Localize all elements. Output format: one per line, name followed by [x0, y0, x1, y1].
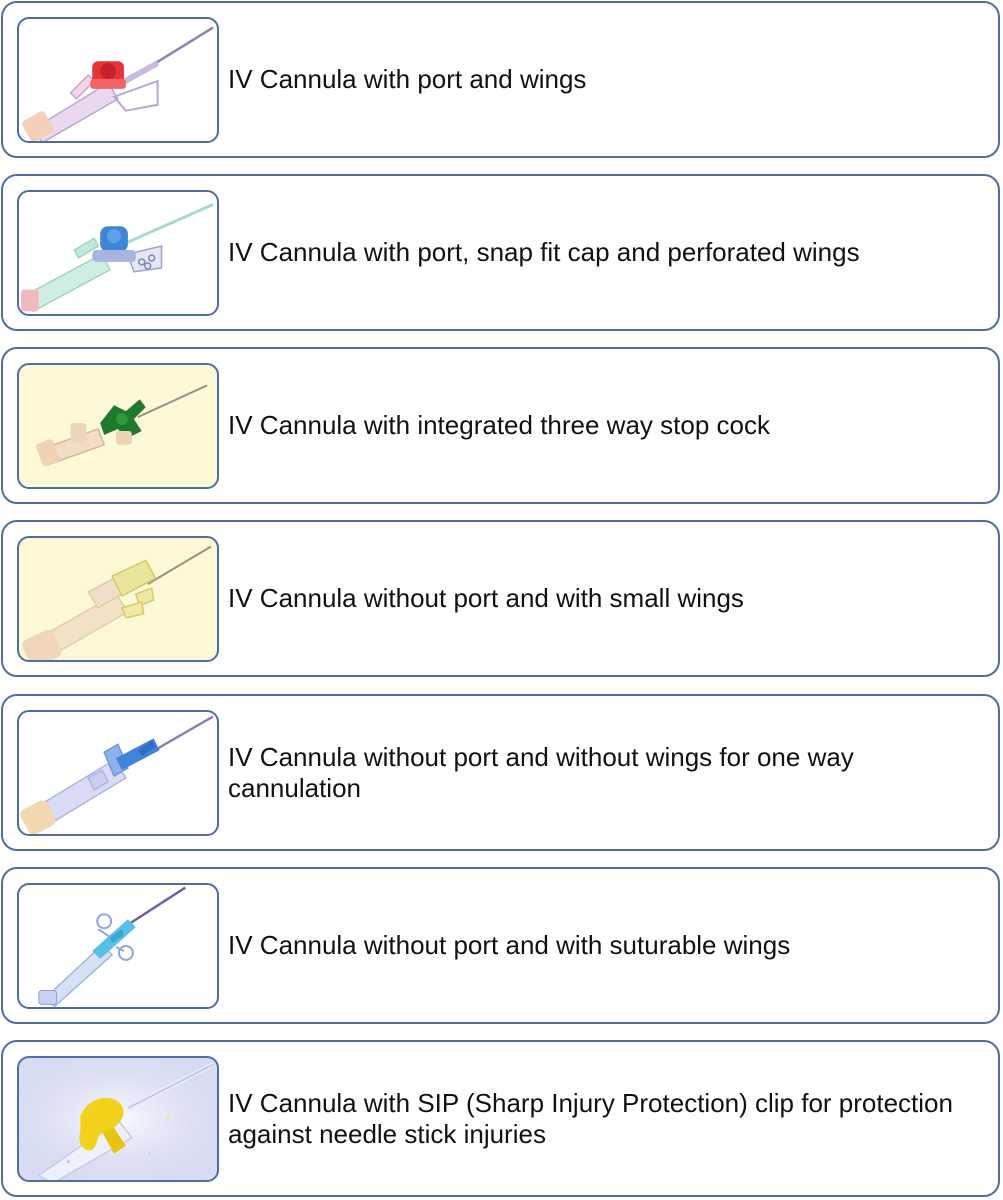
product-label: IV Cannula without port and with suturable wings	[228, 930, 791, 960]
iv-cannula-three-way-stopcock-icon	[17, 363, 219, 489]
product-card-sip-clip[interactable]	[1, 1040, 1000, 1197]
product-label: IV Cannula without port and with small wings	[228, 583, 744, 613]
product-label: IV Cannula with SIP (Sharp Injury Protection) clip for protection against needle stick injuries	[228, 1087, 953, 1149]
iv-cannula-snap-cap-perforated-wings-icon	[17, 190, 219, 316]
product-label: IV Cannula without port and without wings for one way cannulation	[228, 741, 854, 803]
product-label: IV Cannula with port, snap fit cap and perforated wings	[228, 237, 860, 267]
product-card-snap-cap[interactable]	[1, 174, 1000, 331]
product-label: IV Cannula with integrated three way stop cock	[228, 410, 770, 440]
product-card-stopcock[interactable]	[1, 347, 1000, 504]
product-card-one-way[interactable]	[1, 694, 1000, 851]
iv-cannula-one-way-icon	[17, 710, 219, 836]
iv-cannula-port-wings-icon	[17, 17, 219, 143]
product-card-suturable-wings[interactable]	[1, 867, 1000, 1024]
product-card-small-wings[interactable]	[1, 520, 1000, 677]
iv-cannula-suturable-wings-icon	[17, 883, 219, 1009]
iv-cannula-small-wings-icon	[17, 536, 219, 662]
product-card-port-wings[interactable]	[1, 1, 1000, 158]
iv-cannula-sip-clip-icon	[17, 1056, 219, 1182]
product-label: IV Cannula with port and wings	[228, 64, 587, 94]
